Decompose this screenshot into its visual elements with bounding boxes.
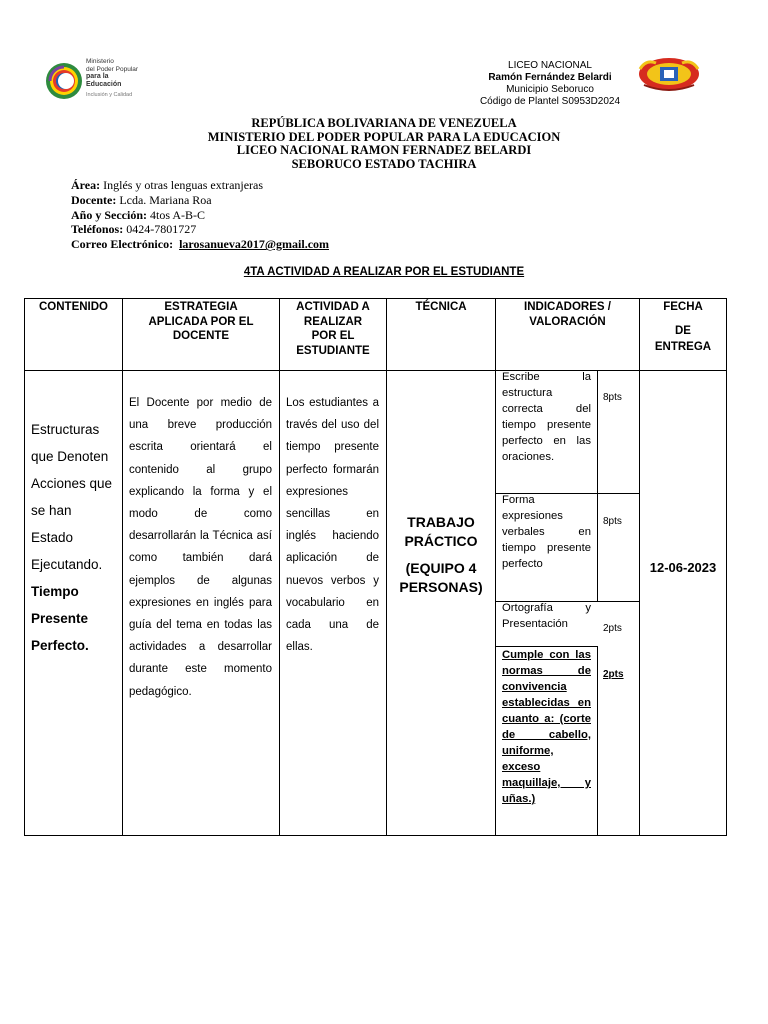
header-fecha-line2: DE [675,325,691,337]
actividad-text: Los estudiantes a través del uso del tiempo presente perfecto formarán expresiones sencillas en inglés haciendo aplicación de nuevos verbos y vocabulario en cada una de ellas. [286,397,379,654]
indicator-1-text: Escribe la estructura correcta del tiempo presente perfecto en las oraciones. [502,371,591,463]
area-value: Inglés y otras lenguas extranjeras [100,178,264,192]
indicator-divider [597,370,598,602]
docente-value: Lcda. Mariana Roa [116,192,212,207]
indicator-2-text: Forma expresiones verbales en tiempo presente perfecto [502,494,591,570]
header-contenido: CONTENIDO [24,298,123,371]
header-fecha-line1: FECHA [663,301,703,313]
area-label: Área: [71,178,101,192]
indicator-divider-lower [597,646,598,836]
course-info [71,178,329,252]
logo-line-4: Inclusión y Calidad [86,92,133,98]
email-link[interactable]: larosanueva2017@gmail.com [179,237,330,252]
school-person: Ramón Fernández Belardi [488,72,612,83]
cell-contenido [24,370,123,836]
header-fecha [639,298,727,371]
indicator-4-pts: 2pts [603,669,624,680]
activity-title: 4TA ACTIVIDAD A REALIZAR POR EL ESTUDIANTE [243,266,525,278]
fecha-value: 12-06-2023 [649,560,717,575]
ministry-logo [44,56,144,106]
school-info-block [460,60,640,108]
header-tecnica: TÉCNICA [386,298,496,371]
school-crest-logo [636,55,702,93]
indicator-2-pts: 8pts [603,516,622,527]
school-name: LICEO NACIONAL [508,60,592,71]
title-line-1: REPÚBLICA BOLIVARIANA DE VENEZUELA [251,116,517,130]
header-fecha-line3: ENTREGA [654,341,712,353]
indicator-3-text: Ortografía y Presentación [502,602,591,630]
school-municipality: Municipio Seboruco [506,84,594,95]
seccion-value: 4tos A-B-C [147,207,206,222]
indicator-4-text: Cumple con las normas de convivencia establecidas en cuanto a: (corte de cabello, uniforme, exceso maquillaje, y uñas.) [502,649,591,805]
correo-label: Correo Electrónico: [71,237,174,252]
indicator-1-pts: 8pts [603,392,622,403]
logo-line-3: para la Educación [86,73,122,88]
indicator-3-pts: 2pts [603,623,622,634]
tecnica-line1: TRABAJO PRÁCTICO [404,514,478,549]
logo-line-1: Ministerio [86,58,114,65]
docente-label: Docente: [71,192,117,207]
header-indicadores: INDICADORES / VALORACIÓN [495,298,640,371]
seccion-label: Año y Sección: [71,207,147,222]
title-line-2: MINISTERIO DEL PODER POPULAR PARA LA EDUCACION [207,129,561,144]
cell-fecha [639,370,727,836]
telefonos-label: Teléfonos: [71,222,124,237]
title-line-3: LICEO NACIONAL RAMON FERNADEZ BELARDI [236,143,532,157]
contenido-text [31,416,116,659]
title-line-4: SEBORUCO ESTADO TACHIRA [291,156,477,171]
cell-estrategia [122,370,280,836]
tecnica-line2: (EQUIPO 4 PERSONAS) [399,560,483,595]
header-actividad: ACTIVIDAD A REALIZAR POR EL ESTUDIANTE [279,298,387,371]
logo-line-2: del Poder Popular [86,65,139,73]
estrategia-text: El Docente por medio de una breve producción escrita orientará el contenido al grupo explicando la forma y el modo de como desarrollarán la Técnica así como también dará ejemplos de algunas expresiones en inglés para guía del tema en todas las actividades a desarrollar durante este momento pedagógico. [129,397,272,698]
cell-actividad [279,370,387,836]
school-code: Código de Plantel S0953D2024 [479,96,621,107]
document-titles [0,117,768,171]
header-estrategia: ESTRATEGIA APLICADA POR EL DOCENTE [122,298,280,371]
contenido-bold-text: Tiempo Presente Perfecto. [31,584,89,653]
contenido-main-text: Estructuras que Denoten Acciones que se han Estado Ejecutando. [31,422,113,572]
cell-tecnica [386,370,496,836]
telefonos-value: 0424-7801727 [123,222,197,237]
